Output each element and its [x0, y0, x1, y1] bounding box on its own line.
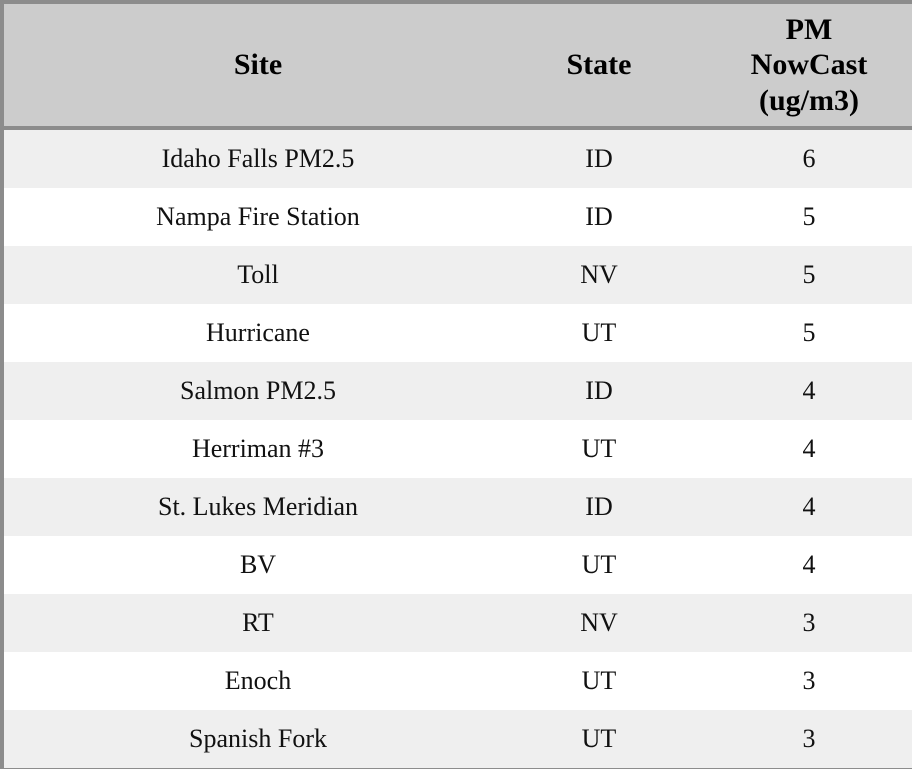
cell-site: BV [4, 536, 512, 594]
pm-nowcast-table [4, 4, 912, 768]
cell-pm-nowcast: 4 [686, 478, 912, 536]
cell-state: ID [512, 128, 686, 188]
cell-state: ID [512, 478, 686, 536]
table-row [4, 304, 912, 362]
cell-state: NV [512, 594, 686, 652]
cell-pm-nowcast: 5 [686, 304, 912, 362]
table-row [4, 594, 912, 652]
table-row [4, 710, 912, 768]
cell-site: Salmon PM2.5 [4, 362, 512, 420]
cell-site: Enoch [4, 652, 512, 710]
column-header-state: State [512, 4, 686, 128]
cell-site: RT [4, 594, 512, 652]
cell-site: Nampa Fire Station [4, 188, 512, 246]
column-header-pm-nowcast-line2: NowCast [750, 48, 868, 82]
cell-site: Spanish Fork [4, 710, 512, 768]
table-header-row [4, 4, 912, 128]
table-row [4, 128, 912, 188]
cell-state: NV [512, 246, 686, 304]
cell-state: UT [512, 420, 686, 478]
cell-state: UT [512, 652, 686, 710]
table-row [4, 652, 912, 710]
cell-pm-nowcast: 4 [686, 420, 912, 478]
cell-state: UT [512, 304, 686, 362]
cell-pm-nowcast: 5 [686, 188, 912, 246]
cell-state: ID [512, 188, 686, 246]
cell-pm-nowcast: 4 [686, 536, 912, 594]
column-header-pm-nowcast [686, 4, 912, 128]
table-header [4, 4, 912, 128]
table-row [4, 246, 912, 304]
table-row [4, 362, 912, 420]
column-header-site: Site [4, 4, 512, 128]
cell-pm-nowcast: 4 [686, 362, 912, 420]
cell-site: Hurricane [4, 304, 512, 362]
column-header-pm-nowcast-line1: PM [785, 13, 833, 46]
cell-site: St. Lukes Meridian [4, 478, 512, 536]
cell-site: Idaho Falls PM2.5 [4, 128, 512, 188]
cell-pm-nowcast: 6 [686, 128, 912, 188]
table-row [4, 478, 912, 536]
cell-site: Toll [4, 246, 512, 304]
cell-state: UT [512, 710, 686, 768]
cell-state: ID [512, 362, 686, 420]
cell-pm-nowcast: 3 [686, 652, 912, 710]
cell-state: UT [512, 536, 686, 594]
table-row [4, 188, 912, 246]
cell-site: Herriman #3 [4, 420, 512, 478]
column-header-pm-nowcast-line3: (ug/m3) [759, 83, 859, 117]
cell-pm-nowcast: 3 [686, 710, 912, 768]
table-row [4, 420, 912, 478]
table-body [4, 128, 912, 768]
cell-pm-nowcast: 3 [686, 594, 912, 652]
cell-pm-nowcast: 5 [686, 246, 912, 304]
table-row [4, 536, 912, 594]
